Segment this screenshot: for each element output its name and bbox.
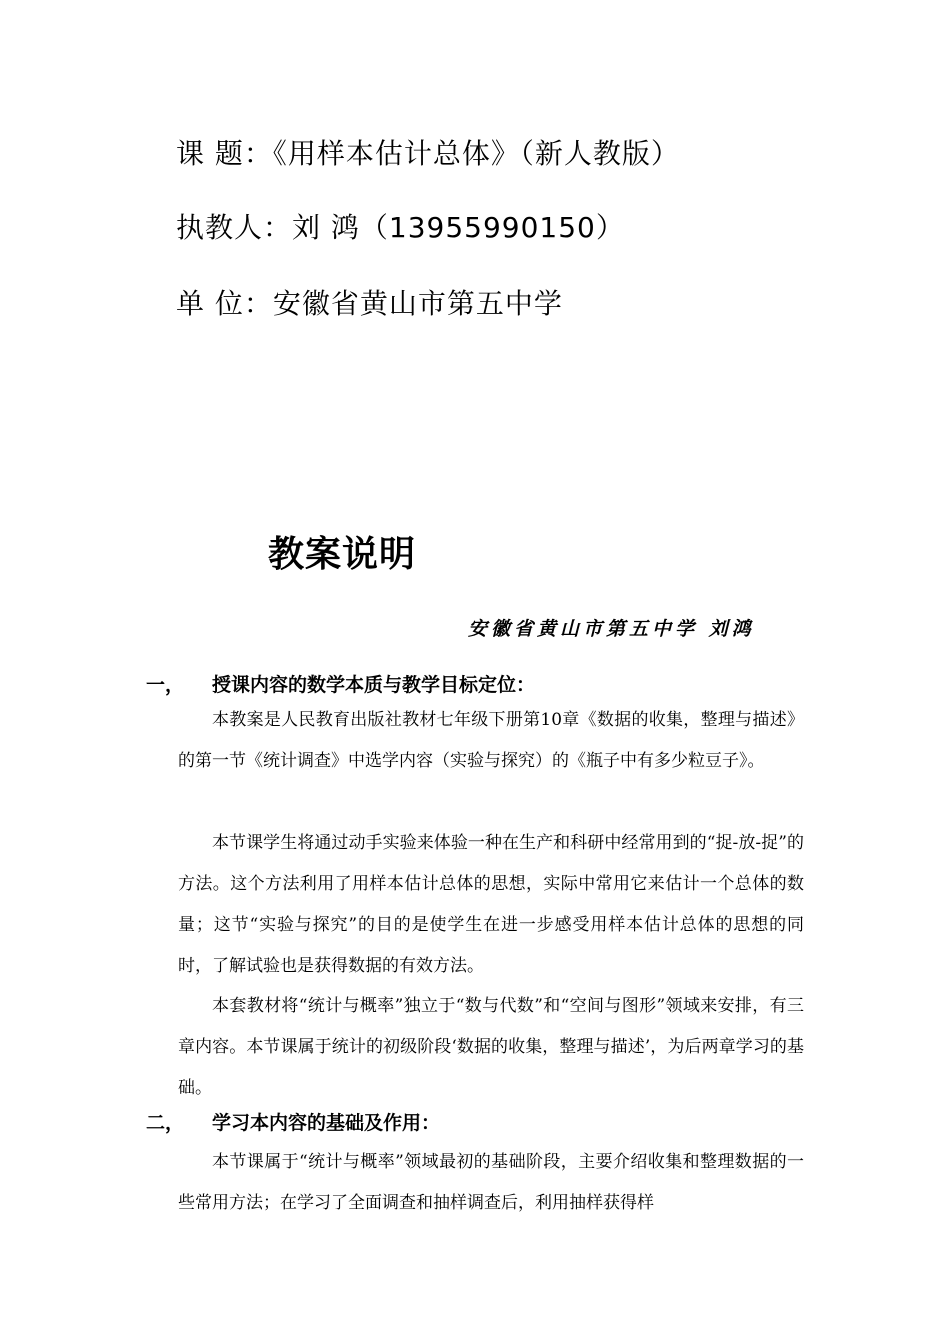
paragraph-1-1: 本教案是人民教育出版社教材七年级下册第10章《数据的收集，整理与描述》的第一节《统计调查》中选学内容（实验与探究）的《瓶子中有多少粒豆子》。	[178, 710, 804, 771]
section-heading-1	[146, 670, 535, 697]
paragraph-1-2: 本节课学生将通过动手实验来体验一种在生产和科研中经常用到的“捉-放-捉”的方法。这个方法利用了用样本估计总体的思想，实际中常用它来估计一个总体的数量；这节“实验与探究”的目的是使学生在进一步感受用样本估计总体的思想的同时，了解试验也是获得数据的有效方法。	[178, 833, 804, 976]
cover-unit: 单 位：安徽省黄山市第五中学	[176, 287, 563, 320]
section-number-2: 二，	[146, 1112, 185, 1134]
cover-teacher: 执教人：刘 鸿（13955990150）	[176, 211, 625, 244]
cover-topic: 课 题：《用样本估计总体》（新人教版）	[176, 137, 680, 170]
paragraph-2-1: 本节课属于“统计与概率”领域最初的基础阶段，主要介绍收集和整理数据的一些常用方法；在学习了全面调查和抽样调查后，利用抽样获得样	[178, 1152, 804, 1213]
author-line: 安徽省黄山市第五中学 刘鸿	[468, 618, 755, 640]
section-heading-2	[146, 1108, 440, 1135]
section-number-1: 一，	[146, 674, 185, 696]
paragraph-1-3: 本套教材将“统计与概率”独立于“数与代数”和“空间与图形”领域来安排，有三章内容。本节课属于统计的初级阶段‘数据的收集，整理与描述’，为后两章学习的基础。	[178, 996, 804, 1098]
section-title-2: 学习本内容的基础及作用：	[212, 1112, 441, 1134]
document-title: 教案说明	[268, 534, 417, 575]
section-title-1: 授课内容的数学本质与教学目标定位：	[212, 674, 536, 696]
